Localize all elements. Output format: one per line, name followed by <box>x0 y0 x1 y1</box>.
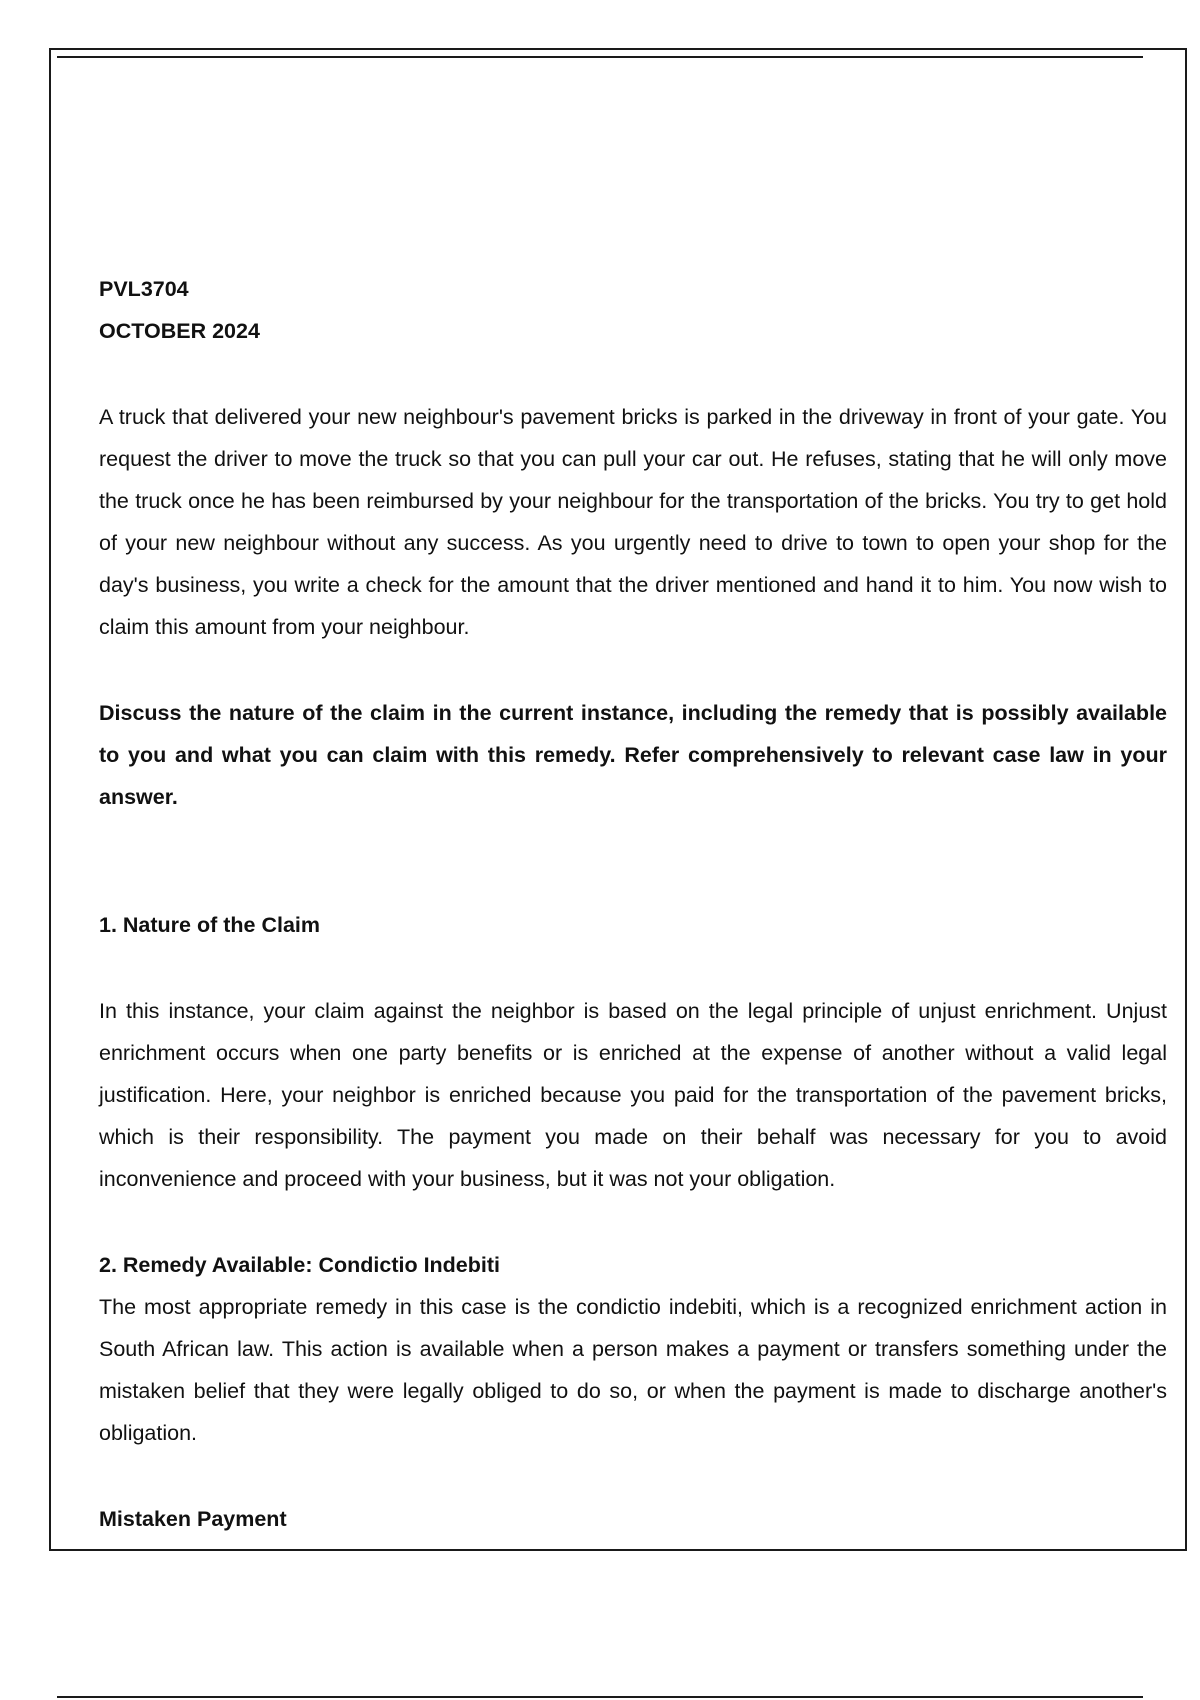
section-body-nature: In this instance, your claim against the neighbor is based on the legal principle of unjust enrichment. Unjust enrichment occurs when one party benefits or is enriched at the expense of another without a valid legal justification. Here, your neighbor is enriched because you paid for the transportation of the pavement bricks, which is their responsibility. The payment you made on their behalf was necessary for you to avoid inconvenience and proceed with your business, but it was not your obligation. <box>99 999 1167 1191</box>
section-heading-mistaken-payment: Mistaken Payment <box>99 1507 287 1531</box>
document-content <box>99 268 1167 1540</box>
section-heading-nature: 1. Nature of the Claim <box>99 913 321 937</box>
section-heading-remedy: 2. Remedy Available: Condictio Indebiti <box>99 1253 501 1277</box>
section-body-remedy: The most appropriate remedy in this case is the condictio indebiti, which is a recognized enrichment action in South African law. This action is available when a person makes a payment or transfers something under the mistaken belief that they were legally obliged to do so, or when the payment is made to discharge another's obligation. <box>99 1295 1167 1445</box>
exam-date: OCTOBER 2024 <box>99 319 260 343</box>
scenario-paragraph: A truck that delivered your new neighbour's pavement bricks is parked in the driveway in front of your gate. You request the driver to move the truck so that you can pull your car out. He refuses, stating that he will only move the truck once he has been reimbursed by your neighbour for the transportation of the bricks. You try to get hold of your new neighbour without any success. As you urgently need to drive to town to open your shop for the day's business, you write a check for the amount that the driver mentioned and hand it to him. You now wish to claim this amount from your neighbour. <box>99 405 1167 639</box>
course-code: PVL3704 <box>99 277 189 301</box>
bottom-rule <box>57 1696 1143 1698</box>
question-paragraph: Discuss the nature of the claim in the current instance, including the remedy that is possibly available to you and what you can claim with this remedy. Refer comprehensively to relevant case law in your answer. <box>99 701 1167 809</box>
